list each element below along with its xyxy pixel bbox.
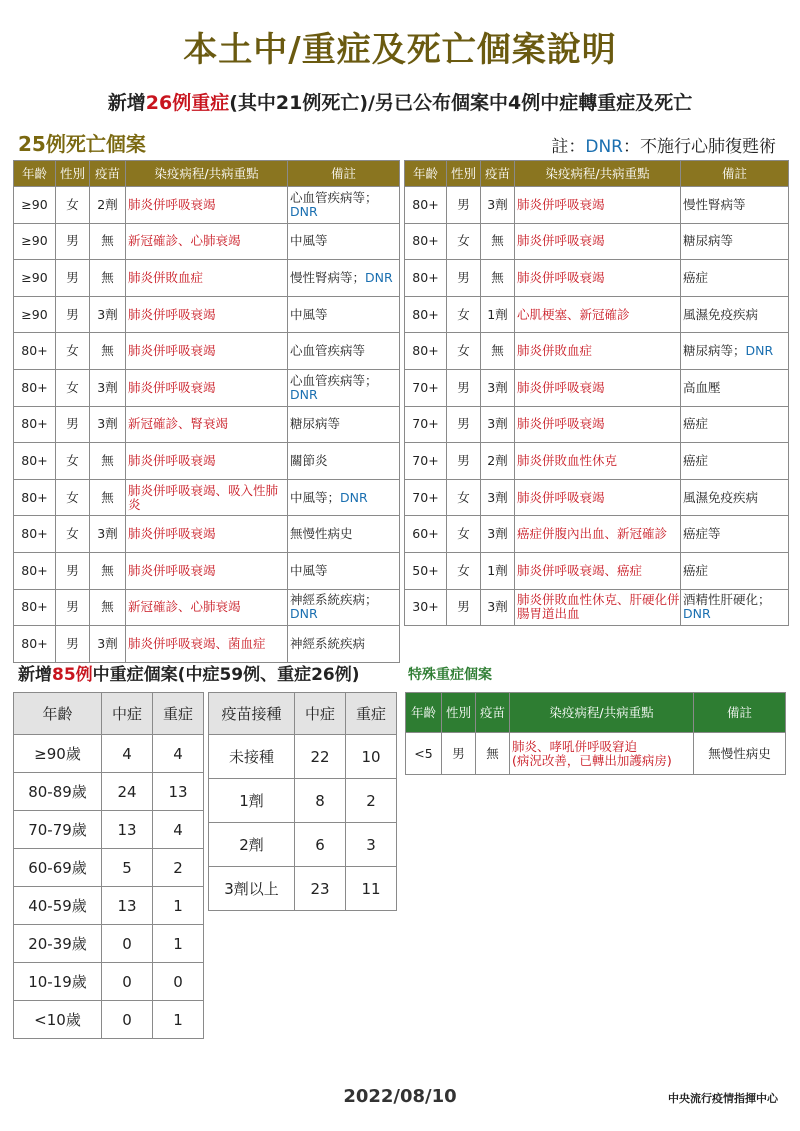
remark-cell [288, 296, 400, 333]
table-row [405, 479, 789, 516]
vaccine-status-cell: 3劑以上 [209, 867, 295, 911]
course-cell: 肺炎併呼吸衰竭 [515, 260, 681, 297]
table-row [14, 552, 400, 589]
remark-cell [681, 260, 789, 297]
sex-cell: 女 [447, 479, 481, 516]
course-cell: 肺炎併敗血性休克、肝硬化併腸胃道出血 [515, 589, 681, 626]
age-cell: 80+ [405, 187, 447, 224]
vaccine-status-cell: 2劑 [209, 823, 295, 867]
vaccine-status-cell: 未接種 [209, 735, 295, 779]
vaccine-cell: 3劑 [481, 406, 515, 443]
age-cell: 80+ [405, 260, 447, 297]
remark-cell [681, 296, 789, 333]
table-row [14, 333, 400, 370]
subtitle-part3: (其中21例死亡)/另已公布個案中4例中症轉重症及死亡 [229, 92, 693, 114]
new-part1: 新增 [18, 665, 52, 685]
course-cell: 肺炎併呼吸衰竭 [126, 369, 288, 406]
moderate-count: 0 [102, 1001, 153, 1039]
vaccine-cell: 3劑 [90, 626, 126, 663]
course-cell: 肺炎併呼吸衰竭 [515, 406, 681, 443]
vaccine-cell: 3劑 [90, 369, 126, 406]
table-row [14, 773, 204, 811]
table-header-row [14, 161, 400, 187]
header-vaccination: 疫苗接種 [209, 693, 295, 735]
remark-text: 神經系統疾病 [290, 635, 366, 651]
severe-count: 4 [153, 735, 204, 773]
table-row [14, 925, 204, 963]
death-cases-table-right [404, 160, 789, 626]
table-row [14, 887, 204, 925]
sex-cell: 男 [56, 589, 90, 626]
table-header-row [209, 693, 397, 735]
remark-cell [681, 589, 789, 626]
age-cell: ≥90 [14, 296, 56, 333]
remark-cell [681, 187, 789, 224]
remark-text: 無慢性病史 [290, 526, 353, 542]
sex-cell: 男 [56, 223, 90, 260]
table-row [14, 626, 400, 663]
remark-cell [681, 333, 789, 370]
header-remark: 備註 [288, 161, 400, 187]
remark-text: 心血管疾病等； [290, 189, 378, 205]
table-row [405, 516, 789, 553]
course-cell: 肺炎併呼吸衰竭 [126, 296, 288, 333]
age-cell: <5 [406, 733, 442, 775]
age-group-cell: 40-59歲 [14, 887, 102, 925]
dnr-note [551, 132, 776, 157]
vaccine-cell: 1劑 [481, 552, 515, 589]
dnr-tag: DNR [290, 203, 318, 219]
sex-cell: 女 [56, 333, 90, 370]
vaccine-cell: 無 [90, 443, 126, 480]
special-severe-table [405, 692, 786, 775]
report-date: 2022/08/10 [343, 1086, 457, 1107]
moderate-count: 8 [295, 779, 346, 823]
severe-count: 3 [346, 823, 397, 867]
remark-cell [288, 369, 400, 406]
course-cell: 肺炎併呼吸衰竭 [515, 223, 681, 260]
age-group-cell: 10-19歲 [14, 963, 102, 1001]
age-cell: 80+ [14, 626, 56, 663]
subtitle-part1: 新增 [107, 92, 146, 114]
header-age: 年齡 [14, 161, 56, 187]
age-cell: 80+ [405, 296, 447, 333]
subtitle-highlight: 26例重症 [145, 92, 230, 114]
header-sex: 性別 [447, 161, 481, 187]
remark-text: 關節炎 [290, 452, 328, 468]
course-cell [510, 733, 694, 775]
course-line: 肺炎、哮吼併呼吸窘迫 [512, 738, 638, 754]
moderate-count: 5 [102, 849, 153, 887]
dnr-tag: DNR [290, 606, 318, 622]
vaccine-cell: 無 [90, 552, 126, 589]
vaccine-cell: 3劑 [90, 406, 126, 443]
sex-cell: 男 [447, 443, 481, 480]
page-title: 本土中/重症及死亡個案說明 [183, 30, 617, 70]
severe-count: 10 [346, 735, 397, 779]
header-course: 染疫病程/共病重點 [510, 693, 694, 733]
vaccine-cell: 2劑 [481, 443, 515, 480]
course-cell: 肺炎併呼吸衰竭 [515, 369, 681, 406]
new-part3: 中重症個案(中症59例、重症26例) [92, 665, 360, 685]
remark-text: 糖尿病等 [290, 416, 341, 432]
vaccine-cell: 3劑 [90, 516, 126, 553]
table-row [14, 516, 400, 553]
course-cell: 肺炎併呼吸衰竭 [515, 187, 681, 224]
death-section-title: 25例死亡個案 [18, 132, 146, 156]
table-row [405, 443, 789, 480]
sex-cell: 男 [447, 589, 481, 626]
age-cell: 50+ [405, 552, 447, 589]
course-cell: 新冠確診、心肺衰竭 [126, 223, 288, 260]
new-cases-section-title [18, 660, 360, 685]
sex-cell: 女 [447, 516, 481, 553]
remark-text: 風濕免疫疾病 [683, 306, 759, 322]
age-cell: 80+ [14, 552, 56, 589]
course-cell: 肺炎併呼吸衰竭 [515, 479, 681, 516]
remark-cell [288, 516, 400, 553]
age-cell: 80+ [14, 369, 56, 406]
remark-text: 中風等 [290, 562, 328, 578]
sex-cell: 女 [447, 333, 481, 370]
age-cell: 80+ [405, 223, 447, 260]
remark-text: 中風等 [290, 306, 328, 322]
dnr-tag: DNR [745, 343, 774, 359]
age-cell: 80+ [14, 516, 56, 553]
severe-count: 4 [153, 811, 204, 849]
remark-text: 酒精性肝硬化； [683, 592, 771, 608]
dnr-tag: DNR [365, 269, 393, 285]
vaccine-cell: 無 [90, 260, 126, 297]
course-cell: 新冠確診、心肺衰竭 [126, 589, 288, 626]
table-row [405, 369, 789, 406]
remark-text: 癌症等 [683, 526, 721, 542]
remark-text: 慢性腎病等 [683, 196, 746, 212]
sex-cell: 女 [447, 296, 481, 333]
header-severe: 重症 [153, 693, 204, 735]
vaccine-cell: 無 [90, 589, 126, 626]
remark-text: 糖尿病等 [683, 233, 734, 249]
sex-cell: 女 [56, 479, 90, 516]
table-header-row [406, 693, 786, 733]
remark-cell [681, 552, 789, 589]
vaccine-cell: 3劑 [481, 479, 515, 516]
vaccine-cell: 無 [90, 223, 126, 260]
remark-cell [681, 443, 789, 480]
death-cases-table-left [13, 160, 400, 663]
remark-cell: 無慢性病史 [694, 733, 786, 775]
course-cell: 肺炎併呼吸衰竭 [126, 552, 288, 589]
vaccine-cell: 無 [481, 223, 515, 260]
age-group-cell: 80-89歲 [14, 773, 102, 811]
age-cell: ≥90 [14, 223, 56, 260]
table-row [405, 223, 789, 260]
header-severe: 重症 [346, 693, 397, 735]
table-row [14, 406, 400, 443]
remark-cell [288, 626, 400, 663]
remark-text: 中風等； [290, 489, 341, 505]
age-group-cell: ≥90歲 [14, 735, 102, 773]
severe-count: 13 [153, 773, 204, 811]
table-row [14, 849, 204, 887]
header-vaccine: 疫苗 [476, 693, 510, 733]
header-moderate: 中症 [295, 693, 346, 735]
dnr-tag: DNR [290, 386, 318, 402]
course-cell: 肺炎併呼吸衰竭 [126, 443, 288, 480]
moderate-count: 13 [102, 811, 153, 849]
header-remark: 備註 [694, 693, 786, 733]
moderate-count: 4 [102, 735, 153, 773]
remark-text: 癌症 [683, 452, 709, 468]
age-cell: 70+ [405, 369, 447, 406]
header-vaccine: 疫苗 [481, 161, 515, 187]
remark-text: 糖尿病等； [683, 343, 746, 359]
age-cell: 30+ [405, 589, 447, 626]
remark-text: 高血壓 [683, 379, 721, 395]
table-row [209, 823, 397, 867]
age-cell: 60+ [405, 516, 447, 553]
severe-count: 1 [153, 887, 204, 925]
remark-cell [288, 552, 400, 589]
sex-cell: 女 [56, 443, 90, 480]
sex-cell: 女 [56, 369, 90, 406]
age-cell: 70+ [405, 443, 447, 480]
header-sex: 性別 [442, 693, 476, 733]
remark-cell [681, 479, 789, 516]
sex-cell: 男 [56, 626, 90, 663]
remark-cell [288, 443, 400, 480]
page-subtitle [0, 88, 800, 115]
age-cell: 80+ [14, 443, 56, 480]
vaccine-cell: 3劑 [90, 296, 126, 333]
remark-cell [288, 187, 400, 224]
sex-cell: 男 [442, 733, 476, 775]
remark-cell [288, 406, 400, 443]
sex-cell: 男 [447, 369, 481, 406]
sex-cell: 女 [447, 552, 481, 589]
severe-count: 2 [346, 779, 397, 823]
sex-cell: 男 [56, 406, 90, 443]
sex-cell: 男 [56, 296, 90, 333]
table-row [14, 589, 400, 626]
age-cell: 80+ [14, 406, 56, 443]
header-remark: 備註 [681, 161, 789, 187]
remark-text: 神經系統疾病； [290, 592, 378, 608]
table-row [405, 589, 789, 626]
dnr-tag: DNR [340, 489, 368, 505]
age-cell: 80+ [14, 479, 56, 516]
table-row [14, 187, 400, 224]
remark-text: 風濕免疫疾病 [683, 489, 759, 505]
vaccine-cell: 3劑 [481, 516, 515, 553]
remark-cell [288, 479, 400, 516]
vaccine-cell: 2劑 [90, 187, 126, 224]
age-cell: 70+ [405, 406, 447, 443]
vaccine-cell: 3劑 [481, 589, 515, 626]
remark-cell [288, 333, 400, 370]
table-row [405, 406, 789, 443]
severe-count: 0 [153, 963, 204, 1001]
header-age: 年齡 [405, 161, 447, 187]
vaccine-cell: 無 [481, 260, 515, 297]
header-age: 年齡 [406, 693, 442, 733]
organization-name: 中央流行疫情指揮中心 [668, 1092, 778, 1105]
age-cell: 80+ [14, 333, 56, 370]
sex-cell: 女 [447, 223, 481, 260]
remark-cell [681, 223, 789, 260]
vaccine-cell: 1劑 [481, 296, 515, 333]
table-row [14, 443, 400, 480]
remark-text: 癌症 [683, 562, 709, 578]
vaccine-breakdown-table [208, 692, 397, 911]
age-cell: 80+ [14, 589, 56, 626]
age-group-cell: <10歲 [14, 1001, 102, 1039]
table-header-row [405, 161, 789, 187]
remark-cell [681, 369, 789, 406]
course-cell: 肺炎併呼吸衰竭、癌症 [515, 552, 681, 589]
remark-cell [681, 406, 789, 443]
table-row [406, 733, 786, 775]
course-cell: 肺炎併呼吸衰竭 [126, 516, 288, 553]
header-course: 染疫病程/共病重點 [515, 161, 681, 187]
severe-count: 1 [153, 1001, 204, 1039]
table-row [405, 296, 789, 333]
course-cell: 肺炎併敗血症 [515, 333, 681, 370]
sex-cell: 女 [56, 187, 90, 224]
moderate-count: 0 [102, 925, 153, 963]
severe-count: 1 [153, 925, 204, 963]
table-row [209, 735, 397, 779]
table-row [14, 963, 204, 1001]
course-cell: 肺炎併呼吸衰竭、菌血症 [126, 626, 288, 663]
course-cell: 肺炎併呼吸衰竭 [126, 333, 288, 370]
vaccine-cell: 無 [481, 333, 515, 370]
remark-cell [288, 589, 400, 626]
remark-cell [681, 516, 789, 553]
special-section-title: 特殊重症個案 [408, 667, 492, 683]
vaccine-status-cell: 1劑 [209, 779, 295, 823]
course-cell: 肺炎併敗血性休克 [515, 443, 681, 480]
header-course: 染疫病程/共病重點 [126, 161, 288, 187]
course-cell: 心肌梗塞、新冠確診 [515, 296, 681, 333]
note-abbr: DNR [585, 137, 623, 157]
header-vaccine: 疫苗 [90, 161, 126, 187]
remark-text: 慢性腎病等； [290, 269, 366, 285]
table-row [14, 735, 204, 773]
severe-count: 2 [153, 849, 204, 887]
age-cell: ≥90 [14, 260, 56, 297]
remark-text: 心血管疾病等； [290, 372, 378, 388]
table-row [14, 369, 400, 406]
table-row [209, 779, 397, 823]
age-cell: 70+ [405, 479, 447, 516]
severe-count: 11 [346, 867, 397, 911]
moderate-count: 24 [102, 773, 153, 811]
course-line: (病況改善，已轉出加護病房) [512, 752, 672, 768]
note-prefix: 註： [551, 137, 586, 157]
table-row [14, 811, 204, 849]
sex-cell: 男 [56, 260, 90, 297]
age-group-cell: 60-69歲 [14, 849, 102, 887]
course-cell: 癌症併腹內出血、新冠確診 [515, 516, 681, 553]
age-cell: 80+ [405, 333, 447, 370]
header-sex: 性別 [56, 161, 90, 187]
vaccine-cell: 無 [90, 333, 126, 370]
sex-cell: 男 [447, 187, 481, 224]
moderate-count: 6 [295, 823, 346, 867]
table-row [14, 296, 400, 333]
table-row [14, 223, 400, 260]
table-row [14, 260, 400, 297]
age-cell: ≥90 [14, 187, 56, 224]
vaccine-cell: 3劑 [481, 187, 515, 224]
course-cell: 肺炎併敗血症 [126, 260, 288, 297]
age-group-cell: 20-39歲 [14, 925, 102, 963]
remark-cell [288, 223, 400, 260]
table-row [14, 479, 400, 516]
remark-text: 癌症 [683, 269, 709, 285]
sex-cell: 男 [447, 260, 481, 297]
vaccine-cell: 3劑 [481, 369, 515, 406]
dnr-tag: DNR [683, 606, 711, 622]
course-cell: 肺炎併呼吸衰竭、吸入性肺炎 [126, 479, 288, 516]
course-cell: 新冠確診、腎衰竭 [126, 406, 288, 443]
moderate-count: 0 [102, 963, 153, 1001]
course-cell: 肺炎併呼吸衰竭 [126, 187, 288, 224]
table-row [405, 333, 789, 370]
remark-cell [288, 260, 400, 297]
table-header-row [14, 693, 204, 735]
remark-text: 心血管疾病等 [290, 343, 366, 359]
table-row [209, 867, 397, 911]
moderate-count: 22 [295, 735, 346, 779]
age-group-cell: 70-79歲 [14, 811, 102, 849]
remark-text: 中風等 [290, 233, 328, 249]
moderate-count: 23 [295, 867, 346, 911]
table-row [405, 260, 789, 297]
remark-text: 癌症 [683, 416, 709, 432]
table-row [405, 187, 789, 224]
sex-cell: 女 [56, 516, 90, 553]
sex-cell: 男 [56, 552, 90, 589]
new-highlight: 85例 [52, 665, 93, 685]
header-age: 年齡 [14, 693, 102, 735]
sex-cell: 男 [447, 406, 481, 443]
header-moderate: 中症 [102, 693, 153, 735]
moderate-count: 13 [102, 887, 153, 925]
table-row [14, 1001, 204, 1039]
vaccine-cell: 無 [90, 479, 126, 516]
vaccine-cell: 無 [476, 733, 510, 775]
note-suffix: ：不施行心肺復甦術 [623, 137, 776, 157]
table-row [405, 552, 789, 589]
age-breakdown-table [13, 692, 204, 1039]
